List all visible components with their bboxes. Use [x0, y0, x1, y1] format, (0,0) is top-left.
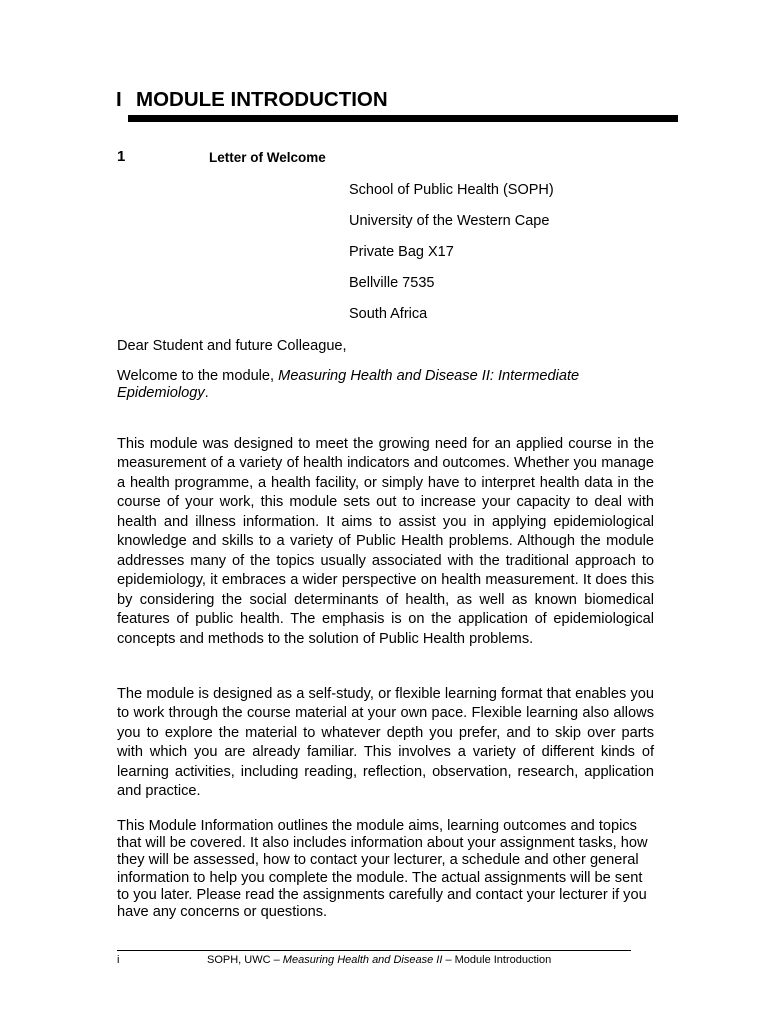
- welcome-prefix: Welcome to the module,: [117, 368, 279, 384]
- chapter-number: I: [116, 88, 122, 111]
- heading-rule: [128, 115, 678, 122]
- paragraph-1: This module was designed to meet the growing need for an applied course in the measurement of a variety of health indicators and outcomes. Whether you manage a health programme, a health facility, or simply have to interpret health data in the course of your work, this module sets out to increase your capacity to deal with health and illness information. It aims to assist you in applying epidemiological knowledge and skills to a variety of Public Health problems. Although the module addresses many of the topics usually associated with the traditional approach to epidemiology, it embraces a wider perspective on health measurement. It does this by considering the social determinants of health, as well as known biomedical features of public health. The emphasis is on the application of epidemiological concepts and methods to the solution of Public Health problems.: [117, 436, 654, 647]
- footer-prefix: SOPH, UWC –: [207, 954, 283, 966]
- salutation: Dear Student and future Colleague,: [117, 338, 347, 354]
- paragraph-2: The module is designed as a self-study, or flexible learning format that enables you to work through the course material at your own pace. Flexible learning also allows you to explore the material to whatever depth you prefer, and to skip over parts with which you are already familiar. This involves a variety of different kinds of learning activities, including reading, reflection, observation, research, application and practice.: [117, 686, 654, 800]
- welcome-suffix: .: [204, 385, 209, 401]
- footer-text: [207, 954, 551, 966]
- address-line: School of Public Health (SOPH): [349, 182, 554, 198]
- address-line: Private Bag X17: [349, 244, 454, 260]
- paragraph-3: This Module Information outlines the module aims, learning outcomes and topics that will be covered. It also includes information about your assignment tasks, how they will be assessed, how to contact your lecturer, a schedule and other general information to help you complete the module. The actual assignments will be sent to you later. Please read the assignments carefully and contact your lecturer if you have any concerns or questions.: [117, 818, 648, 921]
- address-line: University of the Western Cape: [349, 213, 550, 229]
- section-number: 1: [117, 148, 126, 165]
- address-line: Bellville 7535: [349, 275, 435, 291]
- module-title: Measuring Health and Disease II: Intermediate Epidemiology: [117, 368, 580, 401]
- section-title: Letter of Welcome: [209, 150, 326, 165]
- footer-suffix: – Module Introduction: [442, 954, 552, 966]
- address-block: [349, 180, 554, 335]
- footer-page-number: i: [117, 954, 120, 966]
- footer-rule: [117, 950, 631, 951]
- chapter-title: MODULE INTRODUCTION: [136, 88, 388, 111]
- welcome-line: [117, 368, 654, 402]
- address-line: South Africa: [349, 306, 428, 322]
- chapter-heading: [116, 88, 388, 112]
- footer-module-name: Measuring Health and Disease II: [282, 954, 443, 966]
